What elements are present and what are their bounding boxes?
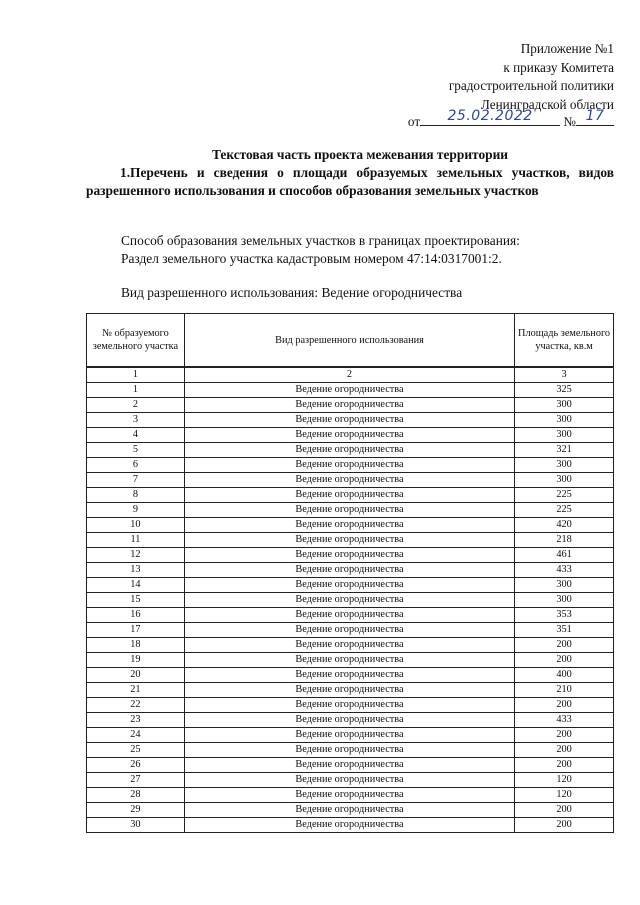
table-row [87,683,614,698]
table-row [87,638,614,653]
cell-permitted-use: Ведение огородничества [184,623,514,638]
table-row [87,533,614,548]
cell-area: 120 [515,773,614,788]
table-row [87,413,614,428]
cell-permitted-use: Ведение огородничества [184,533,514,548]
order-date-line [408,110,614,131]
column-index: 1 [87,367,185,383]
appendix-line-2: к приказу Комитета [503,59,614,75]
cell-area: 300 [515,398,614,413]
cell-parcel-number: 7 [87,473,185,488]
order-number-field [576,110,614,126]
appendix-block [449,40,614,114]
table-row [87,518,614,533]
section-heading: 1.Перечень и сведения о площади образуемых земельных участков, видов разрешенного использования и способов образования земельных участков [86,165,614,198]
table-row [87,548,614,563]
formation-method-line: Способ образования земельных участков в границах проектирования: [121,233,520,248]
order-number-label: № [563,114,576,129]
cell-permitted-use: Ведение огородничества [184,818,514,833]
cell-area: 210 [515,683,614,698]
parcels-table [86,313,614,833]
cell-permitted-use: Ведение огородничества [184,383,514,398]
table-row [87,488,614,503]
cell-permitted-use: Ведение огородничества [184,398,514,413]
cell-area: 351 [515,623,614,638]
order-number-handwritten: 17 [585,108,605,124]
cell-parcel-number: 21 [87,683,185,698]
cell-parcel-number: 16 [87,608,185,623]
cell-area: 300 [515,458,614,473]
order-from-label: от [407,114,421,129]
cell-permitted-use: Ведение огородничества [184,458,514,473]
cell-area: 200 [515,818,614,833]
table-row [87,398,614,413]
table-row [87,788,614,803]
cell-permitted-use: Ведение огородничества [184,653,514,668]
table-row [87,698,614,713]
table-row [87,653,614,668]
appendix-line-4: Ленинградской области [480,96,614,112]
cell-parcel-number: 3 [87,413,185,428]
cell-parcel-number: 28 [87,788,185,803]
cell-parcel-number: 10 [87,518,185,533]
cell-permitted-use: Ведение огородничества [184,548,514,563]
cell-parcel-number: 26 [87,758,185,773]
table-row [87,773,614,788]
cell-parcel-number: 22 [87,698,185,713]
cell-parcel-number: 25 [87,743,185,758]
table-row [87,758,614,773]
cell-parcel-number: 9 [87,503,185,518]
permitted-use-line [121,284,621,302]
cell-parcel-number: 18 [87,638,185,653]
table-row [87,578,614,593]
cell-permitted-use: Ведение огородничества [184,488,514,503]
cell-permitted-use: Ведение огородничества [184,428,514,443]
column-index: 2 [184,367,514,383]
cell-permitted-use: Ведение огородничества [184,503,514,518]
cell-area: 433 [515,563,614,578]
cell-area: 420 [515,518,614,533]
cell-parcel-number: 20 [87,668,185,683]
cell-parcel-number: 24 [87,728,185,743]
cell-permitted-use: Ведение огородничества [184,698,514,713]
cell-parcel-number: 11 [87,533,185,548]
cell-parcel-number: 27 [87,773,185,788]
order-date-field [420,110,560,126]
cell-area: 325 [515,383,614,398]
cell-area: 433 [515,713,614,728]
cell-permitted-use: Ведение огородничества [184,518,514,533]
cell-parcel-number: 17 [87,623,185,638]
table-row [87,713,614,728]
header-permitted-use: Вид разрешенного использования [184,314,514,368]
cell-area: 225 [515,503,614,518]
cell-parcel-number: 8 [87,488,185,503]
cell-area: 200 [515,653,614,668]
table-header-row [87,314,614,368]
table-row [87,443,614,458]
cell-area: 200 [515,758,614,773]
cell-permitted-use: Ведение огородничества [184,668,514,683]
cell-area: 400 [515,668,614,683]
table-row [87,383,614,398]
cell-area: 120 [515,788,614,803]
cell-area: 200 [515,803,614,818]
cell-parcel-number: 4 [87,428,185,443]
cell-area: 300 [515,593,614,608]
table-row [87,473,614,488]
cell-area: 300 [515,413,614,428]
table-row [87,428,614,443]
permitted-use-value: Ведение огородничества [321,285,463,300]
cell-area: 321 [515,443,614,458]
cell-permitted-use: Ведение огородничества [184,443,514,458]
cell-parcel-number: 14 [87,578,185,593]
table-row [87,668,614,683]
cell-area: 300 [515,473,614,488]
appendix-line-1: Приложение №1 [520,41,614,56]
cell-permitted-use: Ведение огородничества [184,803,514,818]
table-row [87,503,614,518]
cell-permitted-use: Ведение огородничества [184,728,514,743]
table-row [87,803,614,818]
table-body [87,367,614,833]
table-row [87,623,614,638]
formation-detail-line: Раздел земельного участка кадастровым номером 47:14:0317001:2. [121,251,502,266]
cell-parcel-number: 1 [87,383,185,398]
cell-permitted-use: Ведение огородничества [184,683,514,698]
cell-area: 225 [515,488,614,503]
table-row [87,728,614,743]
cell-permitted-use: Ведение огородничества [184,788,514,803]
column-index-row [87,367,614,383]
cell-permitted-use: Ведение огородничества [184,713,514,728]
cell-parcel-number: 19 [87,653,185,668]
cell-area: 218 [515,533,614,548]
cell-permitted-use: Ведение огородничества [184,608,514,623]
cell-parcel-number: 6 [87,458,185,473]
header-area: Площадь земельного участка, кв.м [515,314,614,368]
cell-parcel-number: 30 [87,818,185,833]
column-index: 3 [515,367,614,383]
cell-area: 200 [515,743,614,758]
cell-permitted-use: Ведение огородничества [184,638,514,653]
cell-parcel-number: 15 [87,593,185,608]
table-row [87,593,614,608]
cell-permitted-use: Ведение огородничества [184,473,514,488]
cell-area: 200 [515,638,614,653]
cell-area: 353 [515,608,614,623]
cell-parcel-number: 2 [87,398,185,413]
cell-permitted-use: Ведение огородничества [184,593,514,608]
cell-parcel-number: 23 [87,713,185,728]
header-parcel-number: № образуемого земельного участка [87,314,185,368]
table-row [87,608,614,623]
cell-permitted-use: Ведение огородничества [184,758,514,773]
table-row [87,458,614,473]
table-row [87,743,614,758]
cell-permitted-use: Ведение огородничества [184,578,514,593]
cell-parcel-number: 13 [87,563,185,578]
cell-parcel-number: 5 [87,443,185,458]
appendix-line-3: градостроительной политики [448,78,614,93]
table-row [87,563,614,578]
cell-area: 200 [515,698,614,713]
order-date-handwritten: 25.02.2022 [447,108,533,124]
cell-area: 200 [515,728,614,743]
cell-area: 300 [515,428,614,443]
permitted-use-label: Вид разрешенного использования: [121,285,319,300]
cell-area: 461 [515,548,614,563]
cell-permitted-use: Ведение огородничества [184,563,514,578]
cell-parcel-number: 12 [87,548,185,563]
table-row [87,818,614,833]
cell-parcel-number: 29 [87,803,185,818]
cell-permitted-use: Ведение огородничества [184,743,514,758]
cell-permitted-use: Ведение огородничества [184,773,514,788]
document-title: Текстовая часть проекта межевания территории [211,147,509,162]
cell-area: 300 [515,578,614,593]
cell-permitted-use: Ведение огородничества [184,413,514,428]
